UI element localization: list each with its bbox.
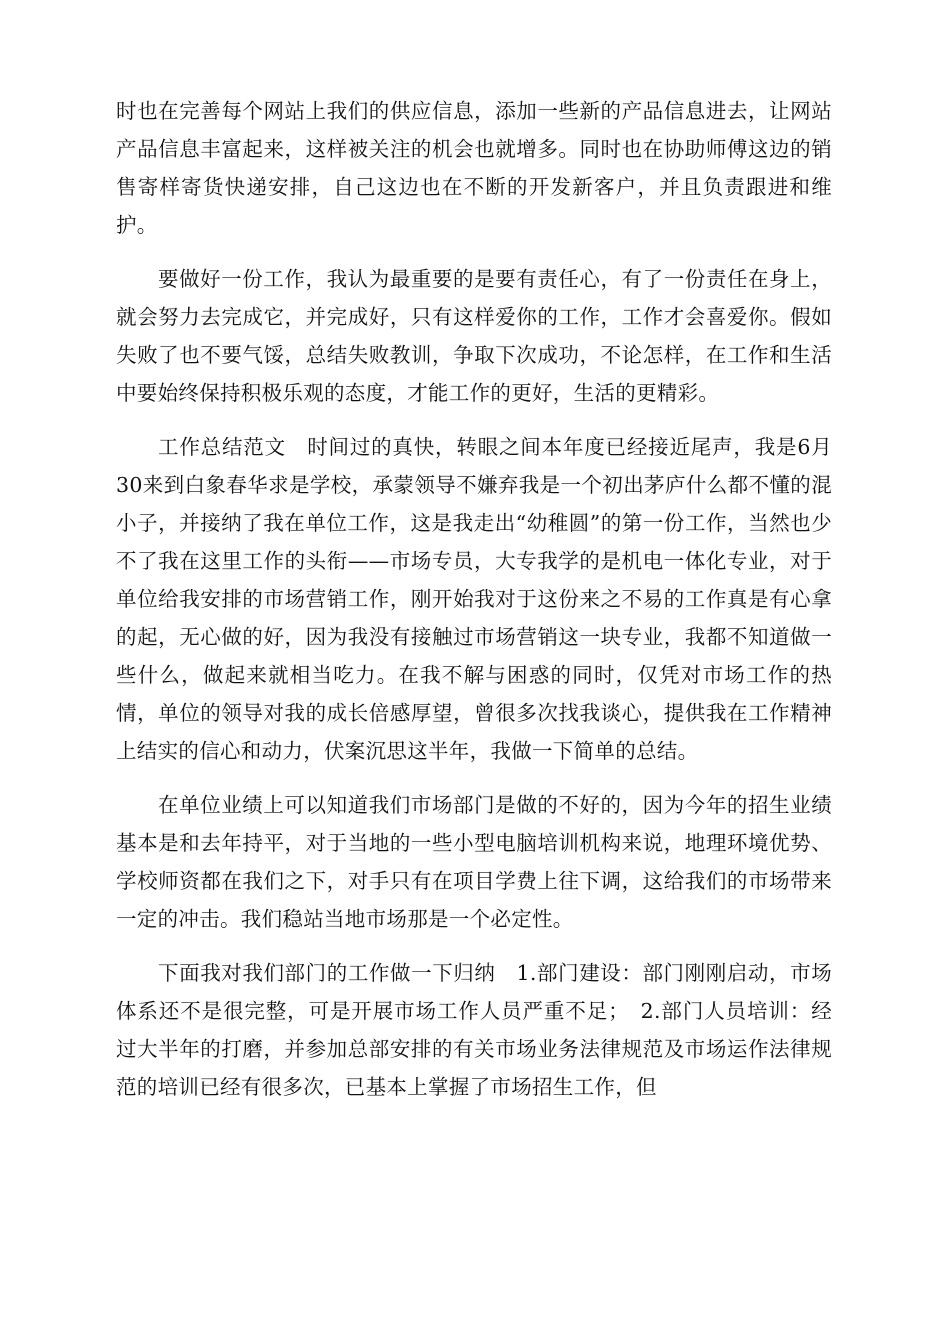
paragraph-3: 工作总结范文 时间过的真快，转眼之间本年度已经接近尾声，我是6月30来到白象春华求是学校，承蒙领导不嫌弃我是一个初出茅庐什么都不懂的混小子，并接纳了我在单位工作，这是我走出“幼稚圆”的第一份工作，当然也少不了我在这里工作的头衔——市场专员，大专我学的是机电一体化专业，对于单位给我安排的市场营销工作，刚开始我对于这份来之不易的工作真是有心拿的起，无心做的好，因为我没有接触过市场营销这一块专业，我都不知道做一些什么，做起来就相当吃力。在我不解与困惑的同时，仅凭对市场工作的热情，单位的领导对我的成长倍感厚望，曾很多次找我谈心，提供我在工作精神上结实的信心和动力，伏案沉思这半年，我做一下简单的总结。 xyxy=(116,435,832,763)
paragraph-4: 在单位业绩上可以知道我们市场部门是做的不好的，因为今年的招生业绩基本是和去年持平，对于当地的一些小型电脑培训机构来说，地理环境优势、学校师资都在我们之下，对手只有在项目学费上往下调，这给我们的市场带来一定的冲击。我们稳站当地市场那是一个必定性。 xyxy=(116,793,832,931)
paragraph-5: 下面我对我们部门的工作做一下归纳 1.部门建设：部门刚刚启动，市场体系还不是很完整，可是开展市场工作人员严重不足； 2.部门人员培训：经过大半年的打磨，并参加总部安排的有关市场业务法律规范及市场运作法律规范的培训已经有很多次，已基本上掌握了市场招生工作，但 xyxy=(116,961,832,1099)
paragraph-2: 要做好一份工作，我认为最重要的是要有责任心，有了一份责任在身上，就会努力去完成它，并完成好，只有这样爱你的工作，工作才会喜爱你。假如失败了也不要气馁，总结失败教训，争取下次成功，不论怎样，在工作和生活中要始终保持积极乐观的态度，才能工作的更好，生活的更精彩。 xyxy=(116,267,832,405)
paragraph-1: 时也在完善每个网站上我们的供应信息，添加一些新的产品信息进去，让网站产品信息丰富起来，这样被关注的机会也就增多。同时也在协助师傅这边的销售寄样寄货快递安排，自己这边也在不断的开发新客户，并且负责跟进和维护。 xyxy=(116,99,832,237)
document-page xyxy=(116,92,832,1122)
